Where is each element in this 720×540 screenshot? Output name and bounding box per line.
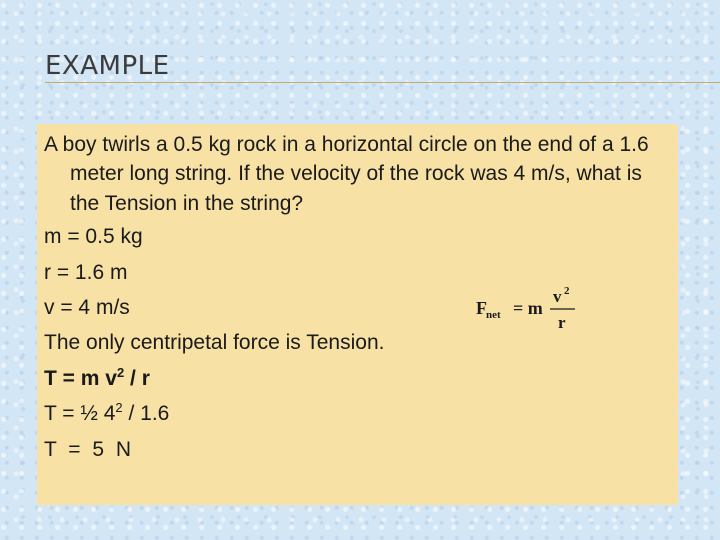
centripetal-note: The only centripetal force is Tension. [44,331,385,355]
given-velocity: v = 4 m/s [44,295,130,319]
title-underline [45,82,720,83]
tension-equation-right: / r [124,366,150,390]
formula-net: net [486,309,501,321]
formula-equals-m: = m [513,298,543,318]
net-force-formula [472,278,582,334]
formula-r: r [558,313,566,332]
substituted-equation-exponent: 2 [115,400,123,416]
formula-v: v [553,287,562,306]
tension-equation-exponent: 2 [116,364,125,380]
substituted-equation [44,399,672,428]
given-radius: r = 1.6 m [44,260,128,284]
tension-equation [44,364,672,393]
formula-exponent: 2 [564,285,570,297]
substituted-equation-left: T = ½ 4 [44,402,116,426]
given-mass: m = 0.5 kg [44,225,143,249]
formula-f: F [476,298,487,318]
substituted-equation-right: / 1.6 [122,402,170,426]
problem-statement: A boy twirls a 0.5 kg rock in a horizontal circle on the end of a 1.6 meter long string. If the velocity of the rock was 4 m/s, what is the Tension in the string? [44,133,649,215]
slide-title: EXAMPLE [45,51,170,81]
tension-equation-left: T = m v [44,366,117,390]
answer: T = 5 N [44,437,135,461]
